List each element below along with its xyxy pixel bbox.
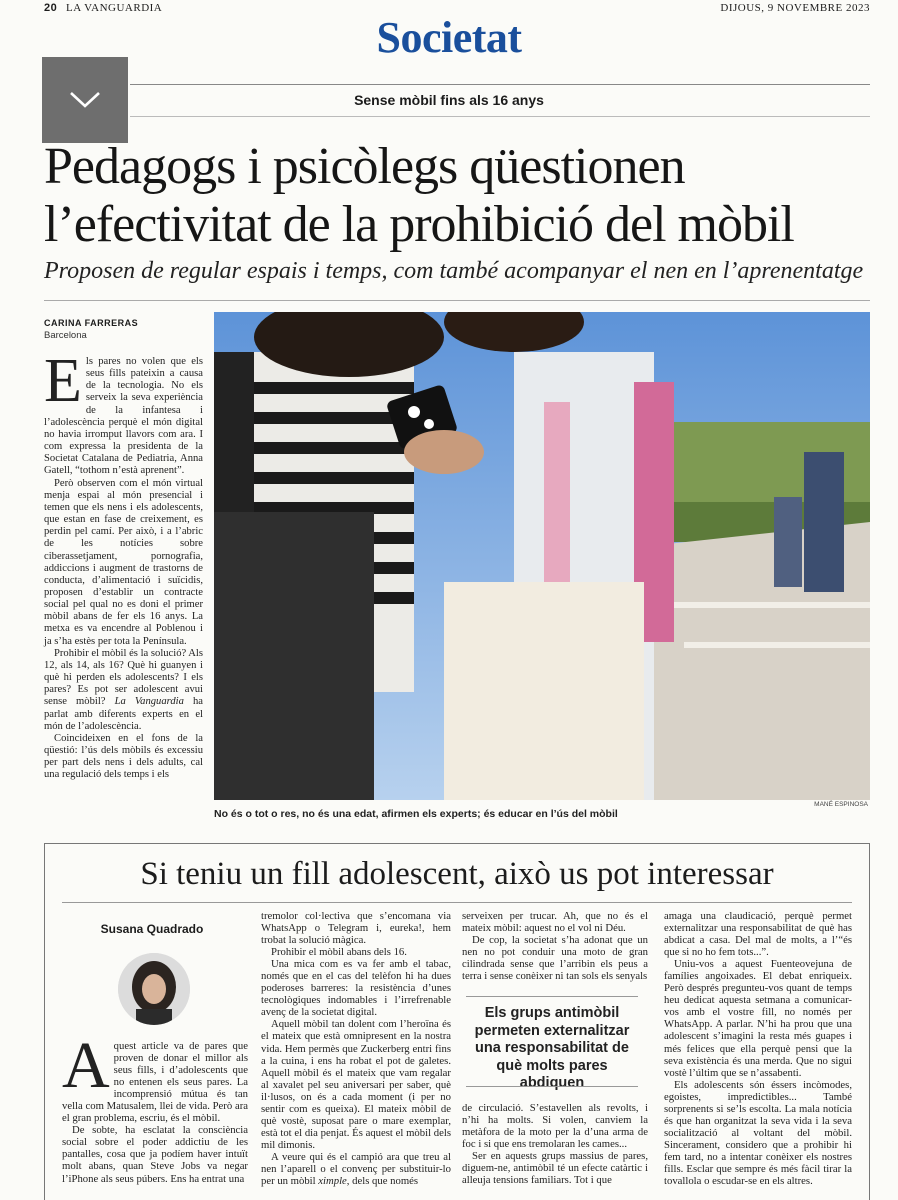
pullquote-rule: [466, 996, 638, 997]
opinion-paragraph: A veure qui és el campió ara que treu al nen l’aparell o el convenç per substituir-lo per un mòbil ximple, dels que només: [261, 1150, 451, 1188]
teenagers-phone-photo: [214, 312, 870, 800]
drop-cap: A: [62, 1029, 110, 1102]
photo-credit: MANÉ ESPINOSA: [814, 801, 868, 808]
opinion-rule: [62, 902, 852, 903]
opinion-author: Susana Quadrado: [100, 922, 204, 936]
top-rule: [130, 84, 870, 85]
main-photo: [214, 312, 870, 800]
issue-date: DIJOUS, 9 NOVEMBRE 2023: [720, 2, 870, 14]
pullquote: Els grups antimòbil permeten externalitzar una responsabilitat de què molts pares abdiquen: [474, 1005, 630, 1091]
opinion-paragraph: De cop, la societat s’ha adonat que un nen no pot conduir una moto de gran cilindrada sense que l’arribin els peus a terra i sense conèixer ni tan sols els senyals: [462, 934, 648, 983]
article-paragraph: Coincideixen en el fons de la qüestió: l’ús dels mòbils és excessiu per part dels nens i dels adults, cal una regulació dels temps i els: [44, 732, 203, 781]
byline: [44, 318, 204, 341]
opinion-paragraph: serveixen per trucar. Ah, que no és el mateix mòbil: aquest no el vol ni Déu.: [462, 910, 648, 935]
newspaper-name: LA VANGUARDIA: [66, 2, 163, 14]
article-paragraph: Prohibir el mòbil és la solució? Als 12, als 14, als 16? Què hi guanyen i què hi perden els adolescents? I els pares? Es pot ser adolescent avui sense mòbil? La Vanguardia ha parlat amb diferents experts en el món de l’adolescència.: [44, 647, 203, 732]
opinion-paragraph: De sobte, ha esclatat la consciència social sobre el poder addictiu de les pantalles, cosa que ja podíem haver intuït molt abans, quan Steve Jobs va negar l’iPhone als seus púbers. Ens ha entrat una: [62, 1124, 248, 1185]
kicker-rule: [130, 116, 870, 117]
opinion-title: Si teniu un fill adolescent, això us pot interessar: [140, 856, 774, 892]
author-portrait: [118, 953, 190, 1025]
opinion-paragraph: Uniu-vos a aquest Fuenteovejuna de famílies angoixades. El debat enriqueix. Però després pregunteu-vos quant de temps heu dedicat aquesta setmana a comunicar-vos amb el vostre fill, no només per WhatsApp. A parlar. N’hi ha prou que una adolescent s’imagini la resta més guapes i més felices que ella perquè pensi que la seva existència és una merda. Que no sigui vostè l’últim que se n’assabenti.: [664, 958, 852, 1079]
pullquote-rule: [466, 1086, 638, 1087]
article-paragraph: Els pares no volen que els seus fills pateixin a causa de la tecnologia. No els serveix la seva experiència de la infantesa i l’adolescència perquè el món digital no havia irromput llavors com ara. I com expressa la presidenta de la Societat Catalana de Pediatria, Anna Gatell, “tothom n’està aprenent”.: [44, 347, 203, 477]
article-paragraph: Però observen com el món virtual menja espai al món presencial i temen que els nens i els adolescents, que estan en fase de creixement, es perdin pel camí. Per això, i a l’abric de les notícies sobre ciberassetjament, pornografia, addiccions i augment de trastorns de conducta, d’alimentació i suïcidis, proposen d’establir un contracte social pel qual no es doni el primer mòbil abans de fer els 16 anys. La metxa es va encendre al Poblenou i ja s’ha estès per tota la Península.: [44, 477, 203, 647]
page-number: 20: [44, 2, 58, 14]
byline-name: CARINA FARRERAS: [44, 318, 139, 328]
photo-caption: No és o tot o res, no és una edat, afirmen els experts; és educar en l’ús del mòbil: [214, 808, 618, 820]
opinion-paragraph: Ser en aquests grups massius de pares, diguem-ne, antimòbil té un efecte catàrtic i alleuja tensions familiars. Tot i que: [462, 1150, 648, 1187]
opinion-column: [664, 910, 852, 1187]
headline: Pedagogs i psicòlegs qüestionen l’efectivitat de la prohibició del mòbil: [44, 138, 794, 253]
opinion-paragraph: Prohibir el mòbil abans dels 16.: [271, 946, 407, 959]
opinion-paragraph: de circulació. S’estavellen als revolts, i n’hi ha molts. Si volen, canviem la metàfora de la moto per la d’una arma de foc i si que ens tremolaran les cames...: [462, 1102, 648, 1151]
opinion-paragraph: amaga una claudicació, perquè permet externalitzar una responsabilitat de què has abdicat a casa. Del mal de molts, a l’“és que si no ho fem tots...”.: [664, 910, 852, 959]
avatar: [118, 953, 190, 1025]
kicker: Sense mòbil fins als 16 anys: [354, 92, 544, 108]
opinion-column: [261, 910, 451, 1187]
opinion-paragraph: tremolor col·lectiva que s’encomana via WhatsApp o Telegram i, eureka!, hem trobat la solució màgica.: [261, 910, 451, 947]
opinion-column: [62, 1029, 248, 1185]
opinion-column: [462, 1102, 648, 1186]
drop-cap: E: [44, 347, 82, 415]
byline-city: Barcelona: [44, 330, 87, 341]
article-column: [44, 347, 203, 781]
opinion-paragraph: Aquest article va de pares que proven de donar el millor als seus fills, i d’adolescents que no entenen els seus pares. La incomprensió mútua és tan vella com Matusalem, llei de vida. Però ara el gran problema, escriu, és el mòbil.: [62, 1029, 248, 1125]
opinion-paragraph: Els adolescents són éssers incòmodes, egoistes, impredictibles... També sorprenents si se’ls escolta. La mala notícia és que han organitzat la seva vida i la seva socialització al voltant del mòbil. Sincerament, considero que a prohibir hi fem tard, no a intentar conèixer els nostres fills. Esclar que sempre és més fàcil tirar la tovallola o escudar-se en els altres.: [664, 1078, 852, 1188]
opinion-paragraph: Una mica com es va fer amb el tabac, només que en el cas del telèfon hi ha dues poderoses barreres: la resistència d’unes tecnològiques indomables i l’irrefrenable avenç de la societat digital.: [261, 958, 451, 1019]
subhead-rule: [44, 300, 870, 301]
opinion-column: [462, 910, 648, 982]
section-title: Societat: [376, 13, 522, 62]
opinion-paragraph: Aquell mòbil tan dolent com l’heroïna és el mateix que està omnipresent en la nostra vida. Hem permès que Zuckerberg entri fins a la cuina, i ens ha robat el pot de galetes. Aquell mòbil és el mateix que vam regalar al xavalet pel seu aniversari per saber, què il·lusos, on és a cada moment (i per no sentir com es queixa). El mateix mòbil de què vostè, suposat pare o mare exemplar, està tot el dia penjat. És aquest el mòbil dels mil dimonis.: [261, 1018, 451, 1151]
subheadline: Proposen de regular espais i temps, com també acompanyar el nen en l’aprenentatge: [44, 258, 864, 284]
